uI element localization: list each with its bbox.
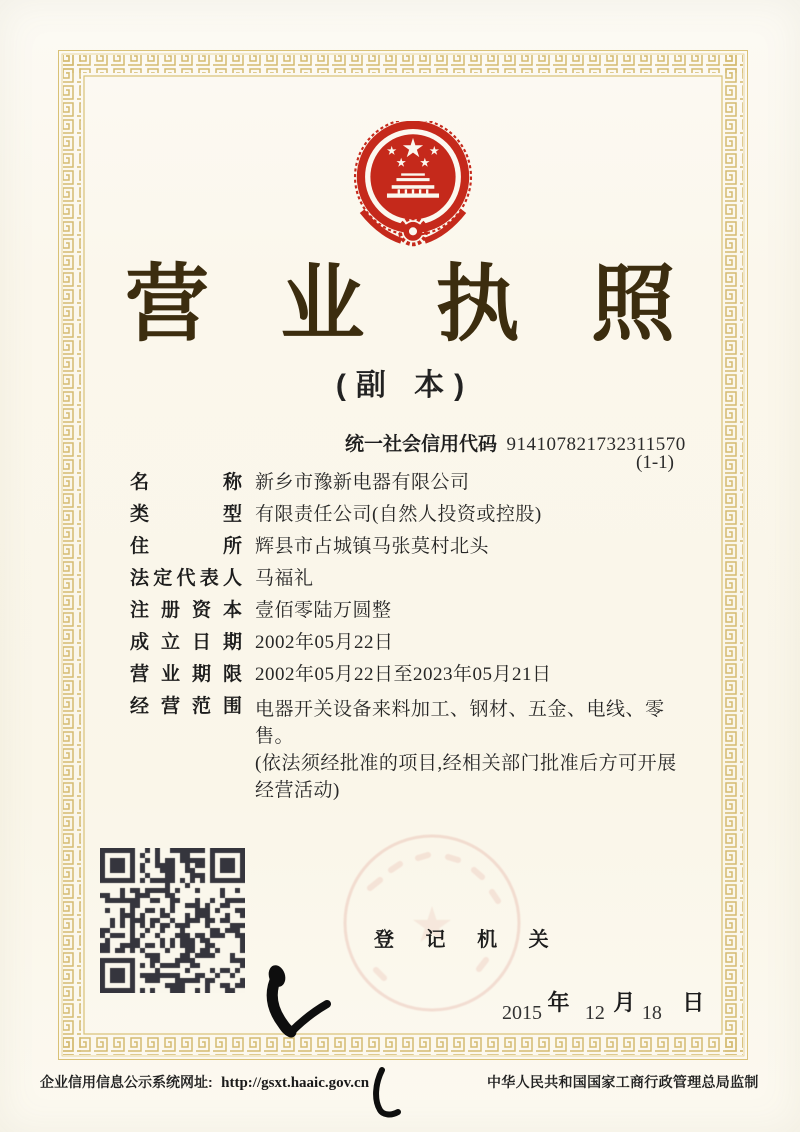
field-name-value: 新乡市豫新电器有限公司 (255, 472, 470, 493)
issue-date (502, 986, 705, 1024)
day-unit: 日 (682, 990, 705, 1015)
page-number: (1-1) (636, 452, 674, 473)
footer-publicity-system (40, 1072, 369, 1092)
business-scope-note: (依法须经批准的项目,经相关部门批准后方可开展经营活动) (255, 753, 677, 801)
footer-url-label: 企业信用信息公示系统网址: (40, 1074, 213, 1090)
footer-url: http://gsxt.haaic.gov.cn (221, 1075, 370, 1091)
field-establishment-date-label: 成立日期 (130, 632, 242, 653)
field-address-value: 辉县市占城镇马张莫村北头 (255, 536, 490, 557)
field-business-term-value: 2002年05月22日至2023年05月21日 (255, 664, 552, 685)
field-address-label: 住所 (130, 536, 242, 557)
footer-issuing-body: 中华人民共和国国家工商行政管理总局监制 (487, 1074, 759, 1090)
field-business-scope-label: 经营范围 (130, 696, 242, 717)
document-title: 营 业 执 照 (124, 257, 699, 351)
field-legal-representative-label: 法定代表人 (130, 568, 242, 589)
year-unit: 年 (547, 990, 570, 1015)
month-unit: 月 (613, 990, 636, 1015)
field-type-label: 类型 (130, 504, 242, 525)
credit-code-value: 914107821732311570 (506, 434, 686, 455)
issue-month: 12 (584, 1002, 605, 1024)
field-legal-representative (130, 568, 698, 590)
field-address (130, 536, 698, 558)
credit-code-line (345, 429, 686, 456)
field-business-term (130, 664, 698, 686)
field-business-term-label: 营业期限 (130, 664, 242, 685)
field-business-scope-value (255, 696, 687, 804)
document-subtitle: (副 本) (335, 369, 475, 402)
field-business-scope (130, 696, 698, 804)
qr-code (100, 848, 245, 993)
registration-authority-label: 登 记 机 关 (374, 929, 562, 951)
field-establishment-date (130, 632, 698, 654)
field-registered-capital-label: 注册资本 (130, 600, 242, 621)
issue-day: 18 (641, 1002, 662, 1024)
field-type (130, 504, 698, 526)
national-emblem-icon (342, 121, 484, 247)
field-name (130, 472, 698, 494)
issue-year: 2015 (502, 1002, 542, 1024)
field-name-label: 名称 (130, 472, 242, 493)
field-registered-capital (130, 600, 698, 622)
license-fields (130, 472, 698, 814)
field-establishment-date-value: 2002年05月22日 (255, 632, 394, 653)
pen-checkmark (250, 960, 345, 1045)
business-scope-main: 电器开关设备来料加工、钢材、五金、电线、零售。 (255, 699, 665, 747)
field-registered-capital-value: 壹佰零陆万圆整 (255, 600, 392, 621)
field-legal-representative-value: 马福礼 (255, 568, 314, 589)
field-type-value: 有限责任公司(自然人投资或控股) (255, 504, 542, 525)
credit-code-label: 统一社会信用代码 (345, 434, 498, 455)
